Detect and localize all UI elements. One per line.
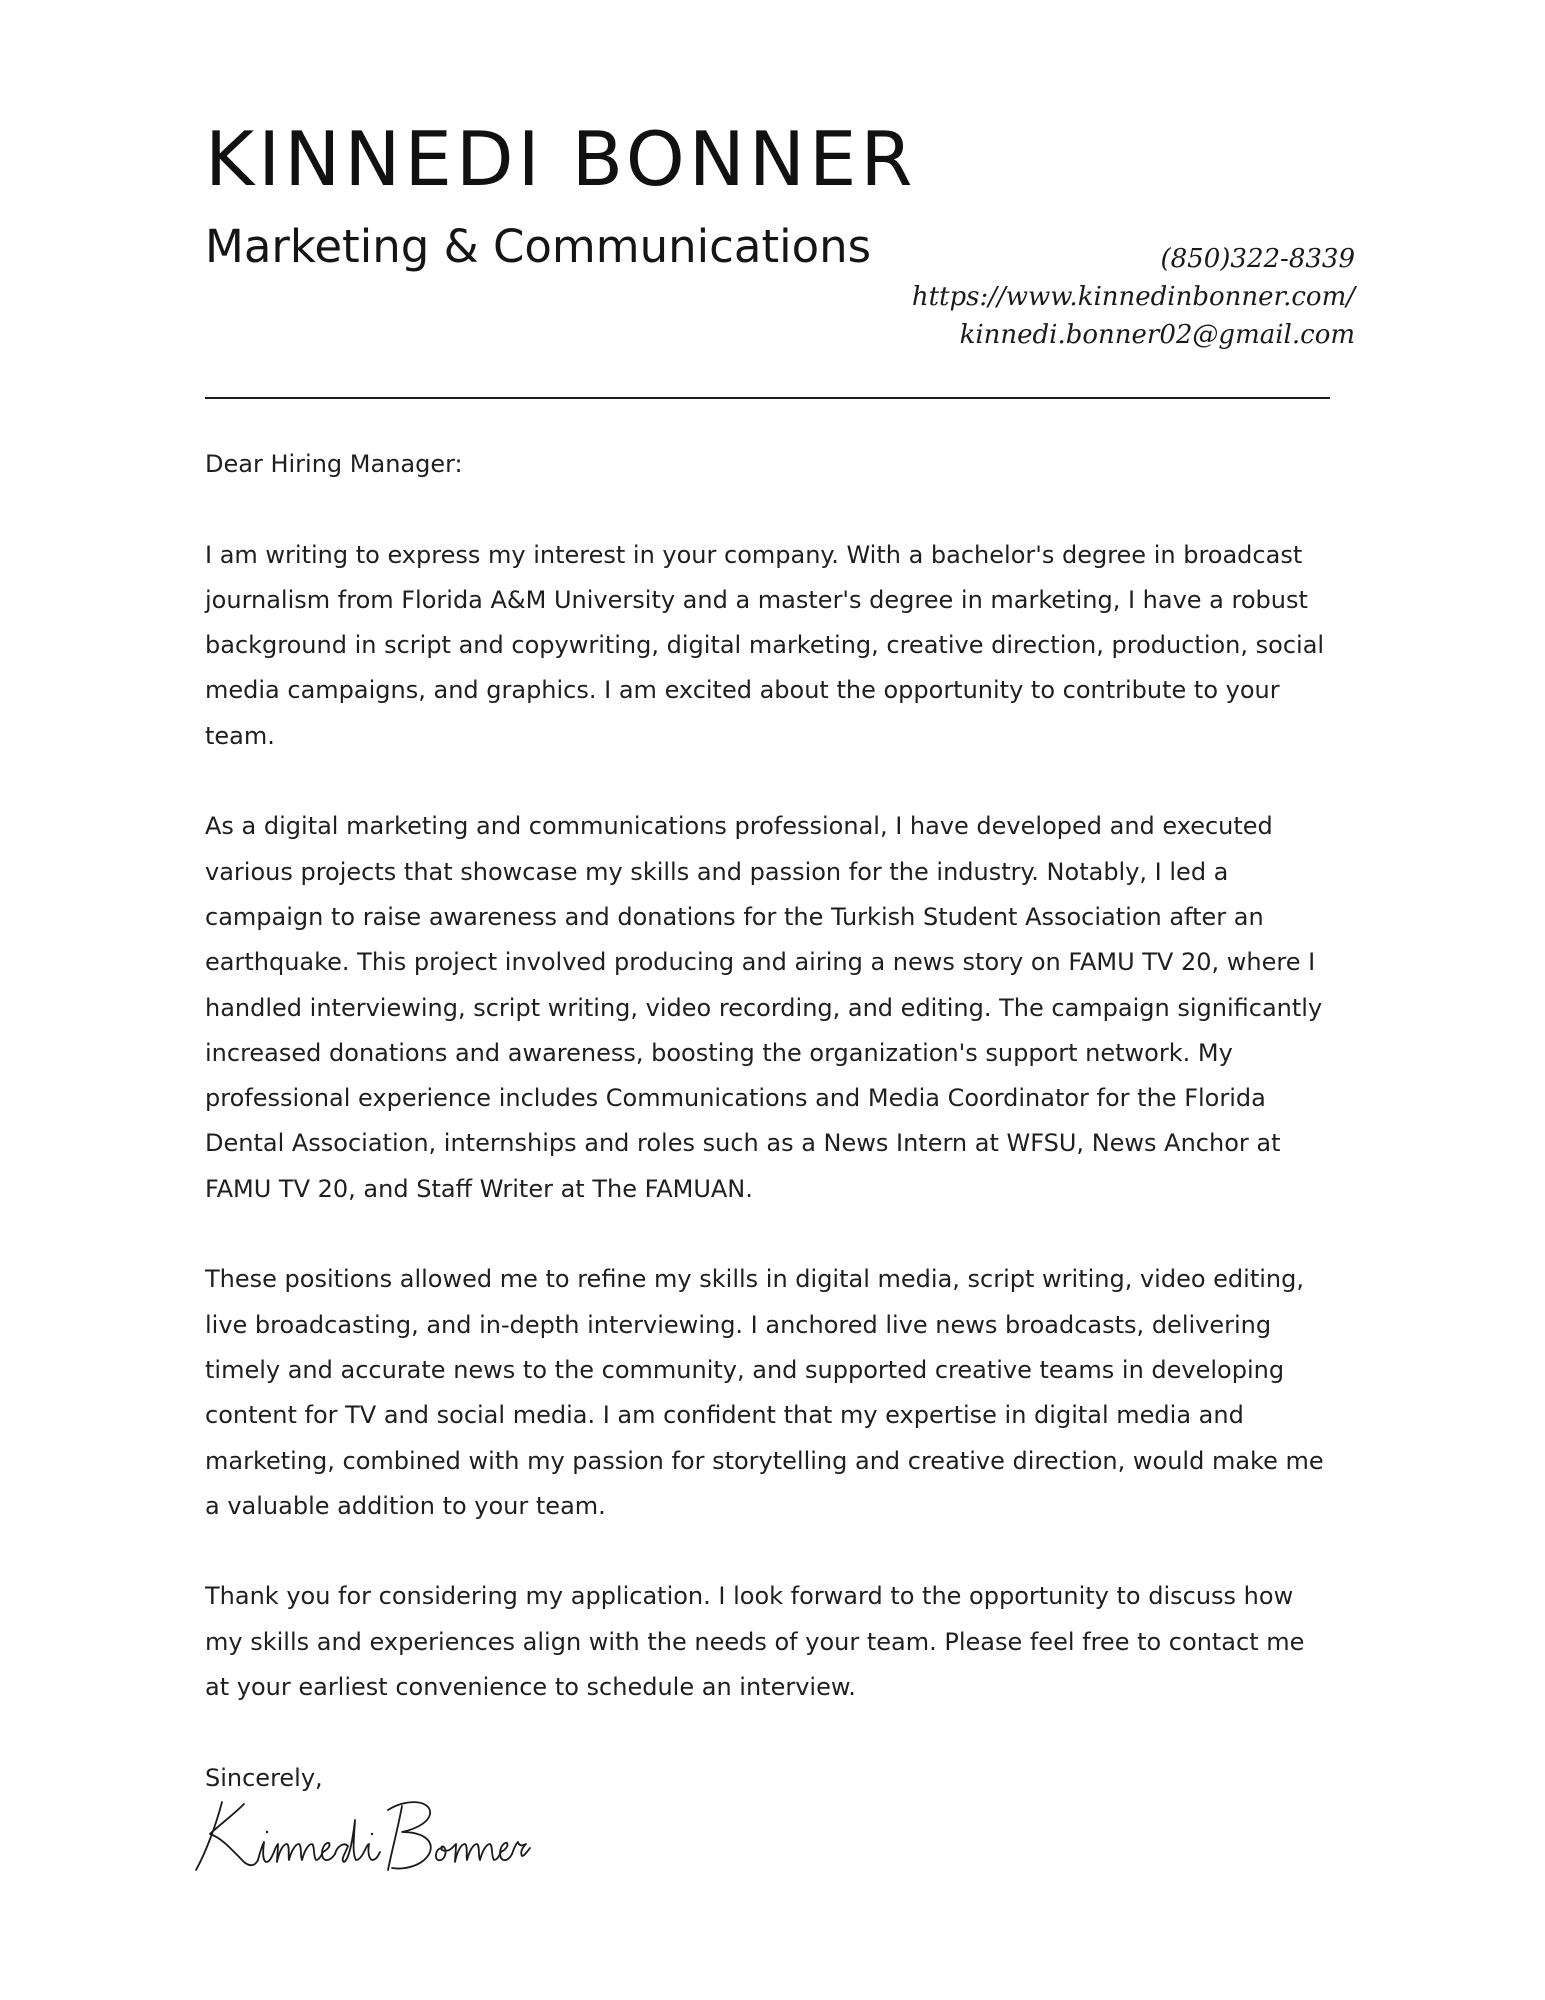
handwritten-signature (192, 1790, 532, 1880)
letter-salutation: Dear Hiring Manager: (205, 450, 463, 478)
header-divider (205, 397, 1330, 399)
letter-closing: Sincerely, (205, 1763, 323, 1792)
applicant-name: KINNEDI BONNER (205, 115, 917, 203)
letter-body (205, 442, 1335, 1801)
contact-block (912, 240, 1355, 354)
letter-paragraph-3: These positions allowed me to refine my skills in digital media, script writing, video editing, live broadcasting, and in-depth interviewing. I anchored live news broadcasts, delivering timely and accurate news to the community, and supported creative teams in developing content for TV and social media. I am confident that my expertise in digital media and marketing, combined with my passion for storytelling and creative direction, would make me a valuable addition to your team. (205, 1265, 1324, 1520)
applicant-title: Marketing & Communications (205, 220, 872, 273)
signature-drawing (192, 1790, 532, 1880)
letter-paragraph-2: As a digital marketing and communications professional, I have developed and executed various projects that showcase my skills and passion for the industry. Notably, I led a campaign to raise awareness and donations for the Turkish Student Association after an earthquake. This project involved producing and airing a news story on FAMU TV 20, where I handled interviewing, script writing, video recording, and editing. The campaign significantly increased donations and awareness, boosting the organization's support network. My professional experience includes Communications and Media Coordinator for the Florida Dental Association, internships and roles such as a News Intern at WFSU, News Anchor at FAMU TV 20, and Staff Writer at The FAMUAN. (205, 812, 1323, 1203)
letter-paragraph-4: Thank you for considering my application. I look forward to the opportunity to discuss how my skills and experiences align with the needs of your team. Please feel free to contact me at your earliest convenience to schedule an interview. (205, 1582, 1305, 1702)
contact-phone: (850)322-8339 (1160, 244, 1355, 274)
contact-website: https://www.kinnedinbonner.com/ (911, 282, 1355, 312)
contact-email: kinnedi.bonner02@gmail.com (959, 320, 1355, 350)
letter-paragraph-1: I am writing to express my interest in your company. With a bachelor's degree in broadcast journalism from Florida A&M University and a master's degree in marketing, I have a robust background in script and copywriting, digital marketing, creative direction, production, social media campaigns, and graphics. I am excited about the opportunity to contribute to your team. (205, 540, 1325, 750)
